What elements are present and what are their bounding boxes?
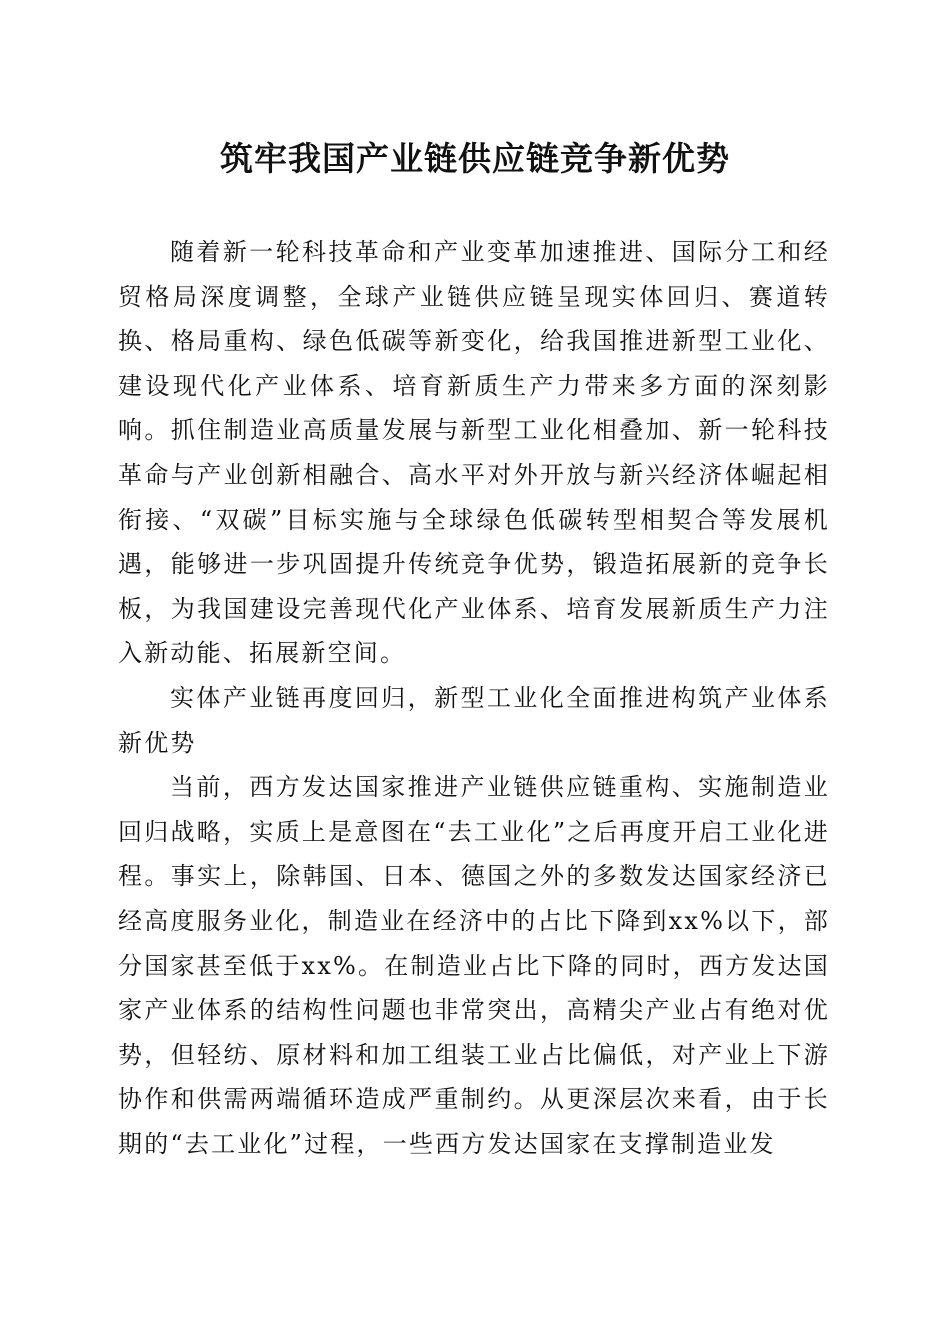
paragraph-current: 当前，西方发达国家推进产业链供应链重构、实施制造业回归战略，实质上是意图在“去工业化”之后再度开启工业化进程。事实上，除韩国、日本、德国之外的多数发达国家经济已经高度服务业化，制造业在经济中的占比下降到xx%以下，部分国家甚至低于xx%。在制造业占比下降的同时，西方发达国家产业体系的结构性问题也非常突出，高精尖产业占有绝对优势，但轻纺、原材料和加工组装工业占比偏低，对产业上下游协作和供需两端循环造成严重制约。从更深层次来看，由于长期的“去工业化”过程，一些西方发达国家在支撑制造业发 <box>118 773 830 1158</box>
document-title: 筑牢我国产业链供应链竞争新优势 <box>220 139 730 178</box>
document-body <box>118 230 830 1166</box>
section-heading: 实体产业链再度回归，新型工业化全面推进构筑产业体系新优势 <box>118 683 830 757</box>
paragraph-intro: 随着新一轮科技革命和产业变革加速推进、国际分工和经贸格局深度调整，全球产业链供应链呈现实体回归、赛道转换、格局重构、绿色低碳等新变化，给我国推进新型工业化、建设现代化产业体系、培育新质生产力带来多方面的深刻影响。抓住制造业高质量发展与新型工业化相叠加、新一轮科技革命与产业创新相融合、高水平对外开放与新兴经济体崛起相衔接、“双碳”目标实施与全球绿色低碳转型相契合等发展机遇，能够进一步巩固提升传统竞争优势，锻造拓展新的竞争长板，为我国建设完善现代化产业体系、培育发展新质生产力注入新动能、拓展新空间。 <box>118 238 830 668</box>
